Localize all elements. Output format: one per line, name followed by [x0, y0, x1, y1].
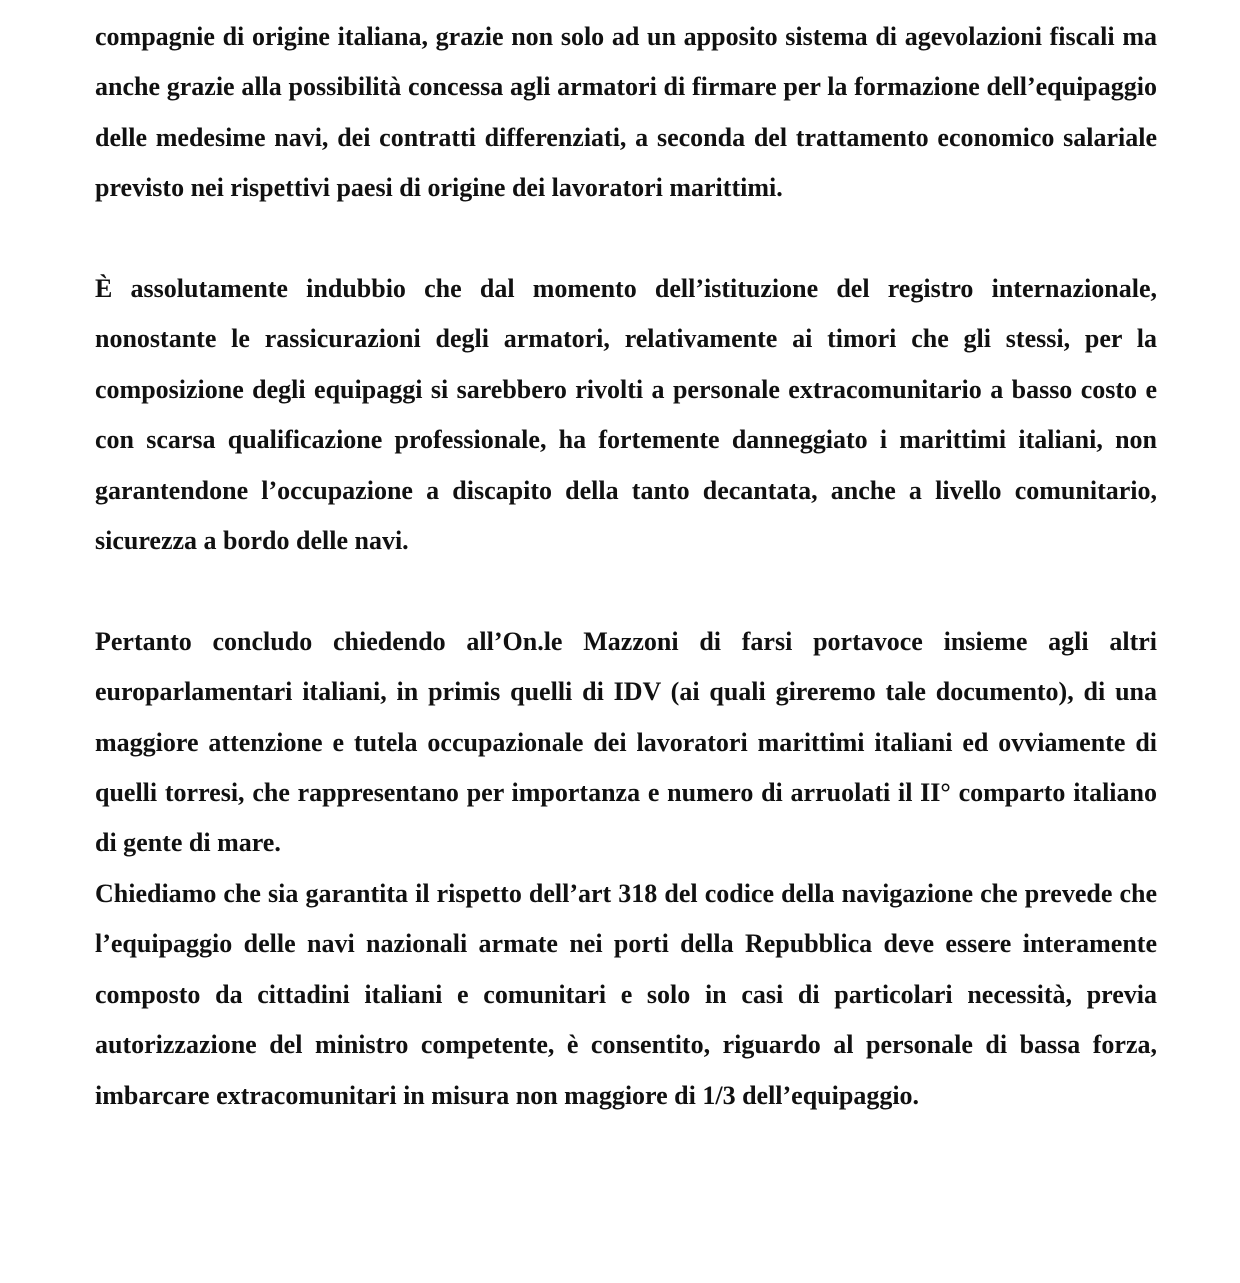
document-page [95, 12, 1157, 1121]
paragraph-registro-internazionale: È assolutamente indubbio che dal momento dell’istituzione del registro internazionale, nonostante le rassicurazioni degli armatori, relativamente ai timori che gli stessi, per la composizione degli equipaggi si sarebbero rivolti a personale extracomunitario a basso costo e con scarsa qualificazione professionale, ha fortemente danneggiato i marittimi italiani, non garantendone l’occupazione a discapito della tanto decantata, anche a livello comunitario, sicurezza a bordo delle navi. [95, 274, 1157, 556]
paragraph-registro-agevolazioni: compagnie di origine italiana, grazie non solo ad un apposito sistema di agevolazioni fiscali ma anche grazie alla possibilità concessa agli armatori di firmare per la formazione dell’equipaggio delle medesime navi, dei contratti differenziati, a seconda del trattamento economico salariale previsto nei rispettivi paesi di origine dei lavoratori marittimi. [95, 22, 1157, 203]
paragraph-art-318: Chiediamo che sia garantita il rispetto dell’art 318 del codice della navigazione che prevede che l’equipaggio delle navi nazionali armate nei porti della Repubblica deve essere interamente composto da cittadini italiani e comunitari e solo in casi di particolari necessità, previa autorizzazione del ministro competente, è consentito, riguardo al personale di bassa forza, imbarcare extracomunitari in misura non maggiore di 1/3 dell’equipaggio. [95, 878, 1157, 1110]
paragraph-richiesta-mazzoni: Pertanto concludo chiedendo all’On.le Mazzoni di farsi portavoce insieme agli altri europarlamentari italiani, in primis quelli di IDV (ai quali gireremo tale documento), di una maggiore attenzione e tutela occupazionale dei lavoratori marittimi italiani ed ovviamente di quelli torresi, che rappresentano per importanza e numero di arruolati il II° comparto italiano di gente di mare. [95, 626, 1157, 858]
